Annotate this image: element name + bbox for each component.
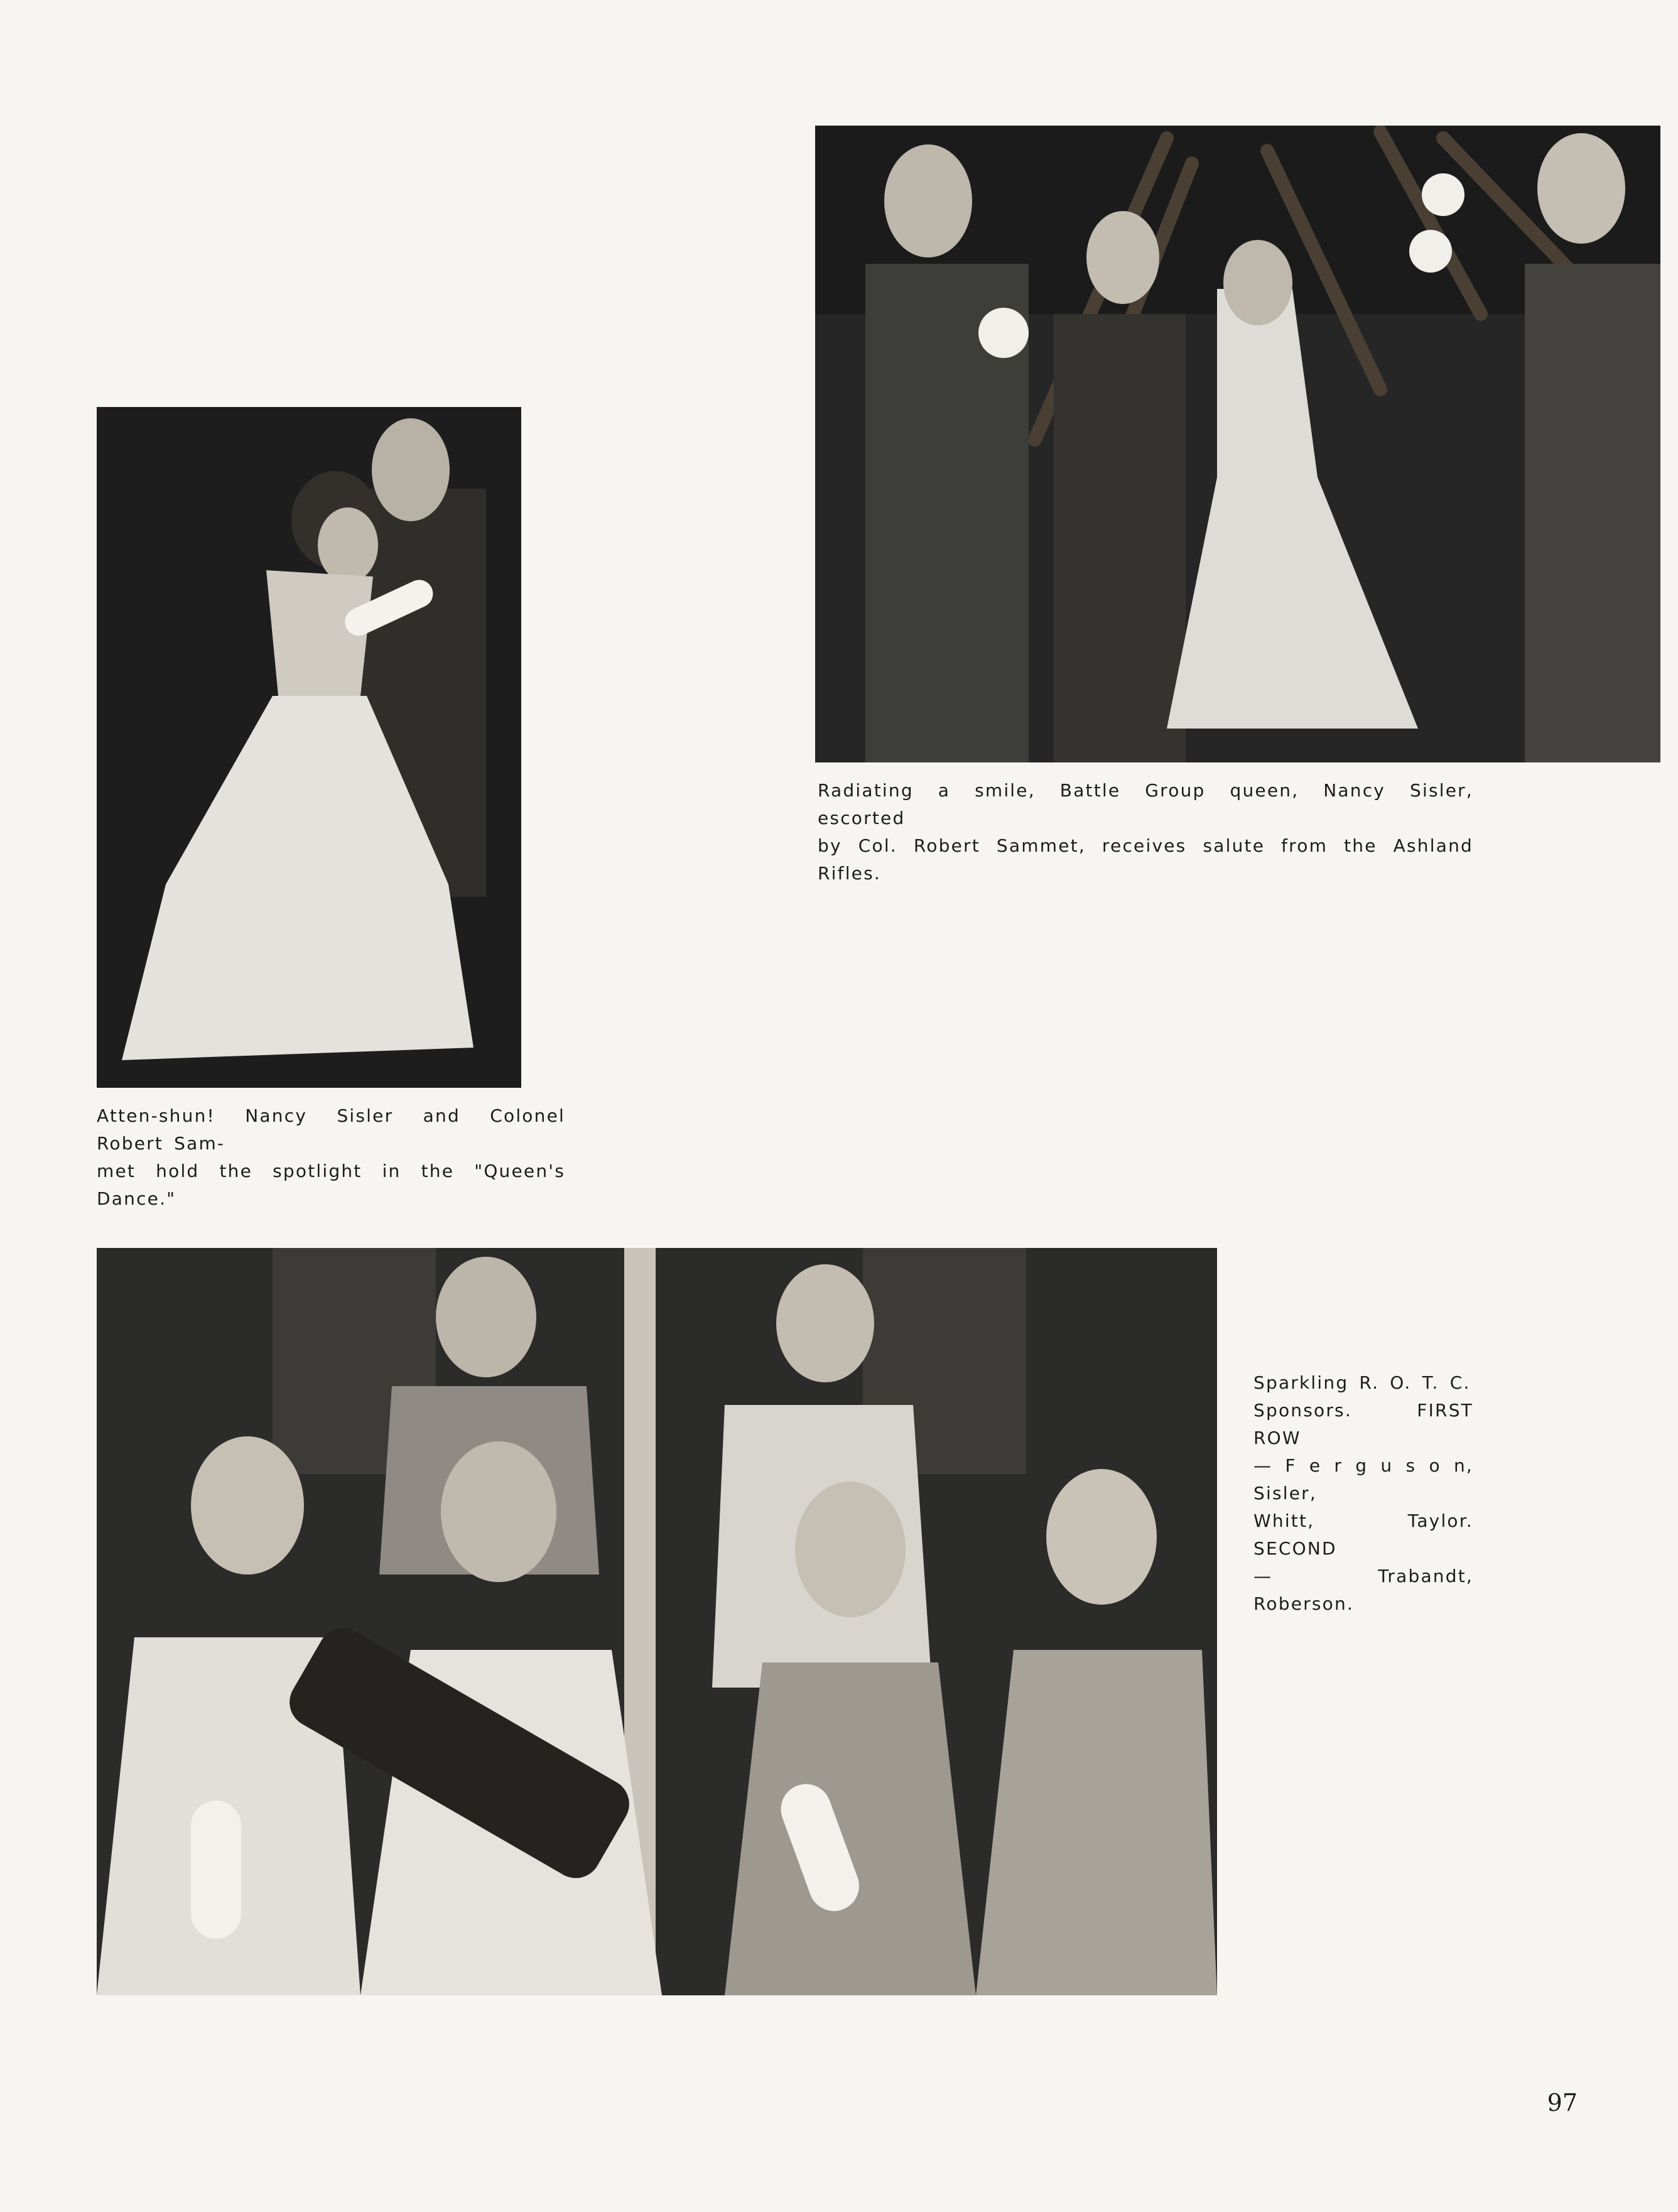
caption-line: Whitt, Taylor. SECOND (1253, 1510, 1473, 1559)
queens-dance-caption (97, 1102, 565, 1213)
rifle-salute-photo (815, 126, 1660, 762)
caption-line: met hold the spotlight in the "Queen's Dance." (97, 1161, 565, 1209)
caption-line: Sparkling R. O. T. C. (1253, 1372, 1471, 1393)
page-number: 97 (1547, 2089, 1578, 2117)
caption-line: — F e r g u s o n, Sisler, (1253, 1455, 1473, 1504)
queens-dance-photo (97, 407, 521, 1088)
rifle-salute-caption (818, 777, 1473, 887)
caption-line: Atten-shun! Nancy Sisler and Colonel Robert Sam- (97, 1105, 565, 1154)
caption-line: Radiating a smile, Battle Group queen, Nancy Sisler, escorted (818, 780, 1473, 828)
caption-line: by Col. Robert Sammet, receives salute from the Ashland Rifles. (818, 835, 1473, 884)
rotc-sponsors-photo (97, 1248, 1217, 1995)
caption-line: — Trabandt, Roberson. (1253, 1566, 1473, 1614)
rotc-sponsors-caption (1253, 1369, 1473, 1618)
caption-line: Sponsors. FIRST ROW (1253, 1400, 1473, 1448)
